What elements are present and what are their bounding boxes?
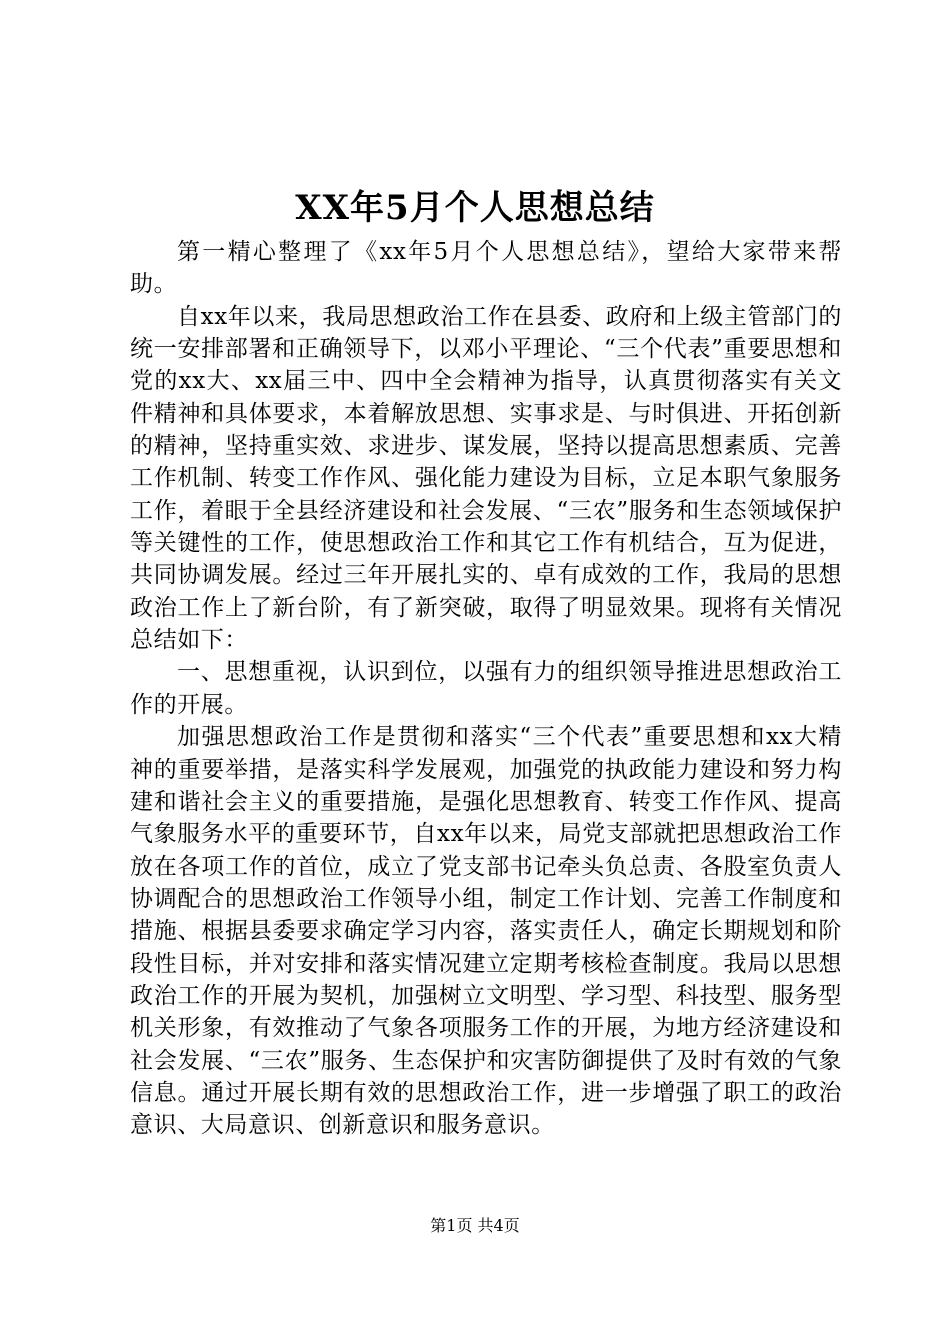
document-body bbox=[130, 236, 842, 1142]
intro-paragraph: 第一精心整理了《xx年5月个人思想总结》，望给大家带来帮助。 bbox=[130, 239, 842, 298]
overview-paragraph: 自xx年以来，我局思想政治工作在县委、政府和上级主管部门的统一安排部署和正确领导下，以邓小平理论、“三个代表”重要思想和党的xx大、xx届三中、四中全会精神为指导，认真贯彻落实有关文件精神和具体要求，本着解放思想、实事求是、与时俱进、开拓创新的精神，坚持重实效、求进步、谋发展，坚持以提高思想素质、完善工作机制、转变工作作风、强化能力建设为目标，立足本职气象服务工作，着眼于全县经济建设和社会发展、“三农”服务和生态领域保护等关键性的工作，使思想政治工作和其它工作有机结合，互为促进，共同协调发展。经过三年开展扎实的、卓有成效的工作，我局的思想政治工作上了新台阶，有了新突破，取得了明显效果。现将有关情况总结如下： bbox=[130, 303, 842, 654]
section-body-paragraph: 加强思想政治工作是贯彻和落实“三个代表”重要思想和xx大精神的重要举措，是落实科学发展观，加强党的执政能力建设和努力构建和谐社会主义的重要措施，是强化思想教育、转变工作作风、提高气象服务水平的重要环节，自xx年以来，局党支部就把思想政治工作放在各项工作的首位，成立了党支部书记牵头负总责、各股室负责人协调配合的思想政治工作领导小组，制定工作计划、完善工作制度和措施、根据县委要求确定学习内容，落实责任人，确定长期规划和阶段性目标，并对安排和落实情况建立定期考核检查制度。我局以思想政治工作的开展为契机，加强树立文明型、学习型、科技型、服务型机关形象，有效推动了气象各项服务工作的开展，为地方经济建设和社会发展、“三农”服务、生态保护和灾害防御提供了及时有效的气象信息。通过开展长期有效的思想政治工作，进一步增强了职工的政治意识、大局意识、创新意识和服务意识。 bbox=[130, 724, 842, 1139]
document-title: XX年5月个人思想总结 bbox=[295, 188, 655, 228]
section-heading-paragraph: 一、思想重视，认识到位，以强有力的组织领导推进思想政治工作的开展。 bbox=[130, 659, 842, 718]
page-number: 第1页 共4页 bbox=[430, 1216, 520, 1235]
